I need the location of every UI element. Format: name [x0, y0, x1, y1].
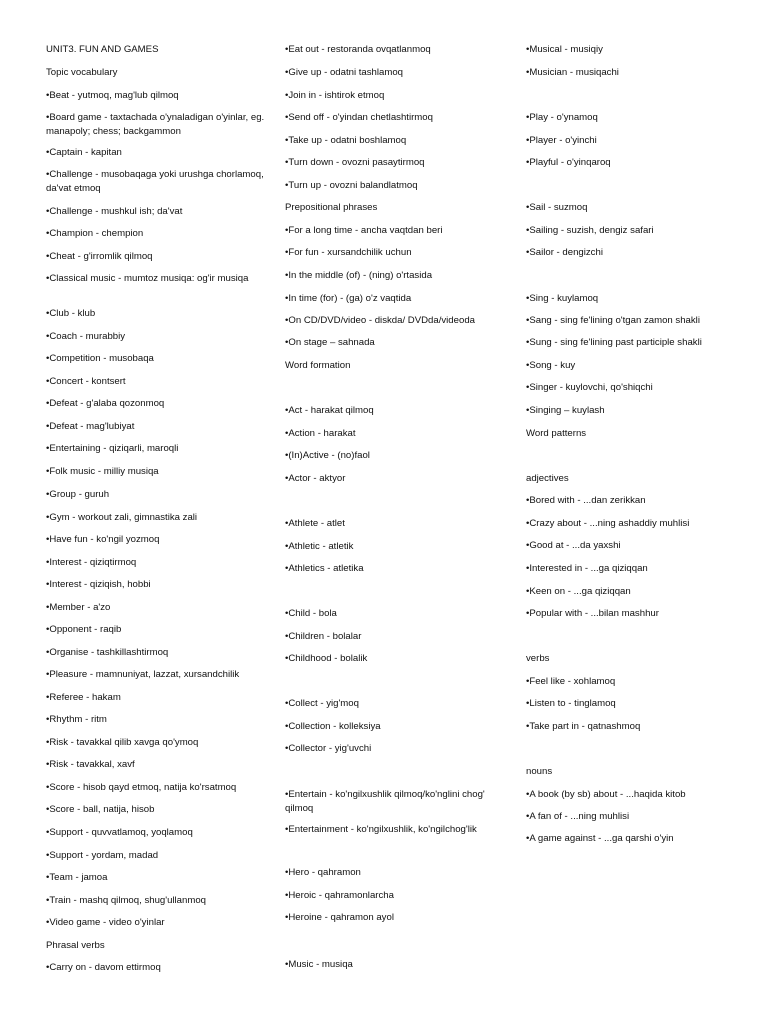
vocab-line: •Collector - yig'uvchi [285, 743, 372, 754]
vocab-line: •Team - jamoa [46, 872, 108, 883]
vocab-line: •Coach - murabbiy [46, 331, 126, 342]
vocab-line: •Keen on - ...ga qiziqqan [526, 586, 631, 597]
vocab-line: •Good at - ...da yaxshi [526, 540, 621, 551]
vocab-line: Topic vocabulary [46, 67, 118, 78]
vocab-line: •On CD/DVD/video - diskda/ DVDda/videoda [285, 315, 475, 326]
vocab-line: •Interest - qiziqtirmoq [46, 557, 137, 568]
vocab-line: •Captain - kapitan [46, 147, 122, 158]
vocab-line: •Popular with - ...bilan mashhur [526, 608, 659, 619]
vocab-line: •Interested in - ...ga qiziqqan [526, 563, 648, 574]
vocab-line: •In time (for) - (ga) o'z vaqtida [285, 293, 412, 304]
vocab-line: •Actor - aktyor [285, 473, 346, 484]
vocab-line: •Referee - hakam [46, 692, 121, 703]
vocab-line: •Athletics - atletika [285, 563, 364, 574]
vocab-line: •Classical music - mumtoz musiqa: og'ir musiqa [46, 273, 249, 284]
vocab-line: •Feel like - xohlamoq [526, 676, 616, 687]
vocab-line: •Playful - o'yinqaroq [526, 157, 611, 168]
vocab-line: •Athletic - atletik [285, 541, 354, 552]
vocab-line: •A fan of - ...ning muhlisi [526, 811, 630, 822]
vocab-line: •Interest - qiziqish, hobbi [46, 579, 151, 590]
vocab-line: •Score - hisob qayd etmoq, natija ko'rsatmoq [46, 782, 237, 793]
vocab-line: •Music - musiqa [285, 959, 353, 970]
vocab-line: •Singing – kuylash [526, 405, 605, 416]
vocab-line: •Heroine - qahramon ayol [285, 912, 394, 923]
vocab-line: •Opponent - raqib [46, 624, 122, 635]
vocab-line: •Member - a'zo [46, 602, 111, 613]
vocab-line: •Childhood - bolalik [285, 653, 368, 664]
vocab-line: •Sailor - dengizchi [526, 247, 603, 258]
vocab-line: •Train - mashq qilmoq, shug'ullanmoq [46, 895, 207, 906]
vocab-line: •For fun - xursandchilik uchun [285, 247, 412, 258]
vocab-line: •Challenge - musobaqaga yoki urushga chorlamoq, da'vat etmoq [46, 169, 264, 194]
vocab-line: •Support - yordam, madad [46, 850, 159, 861]
vocab-line: •Club - klub [46, 308, 96, 319]
vocab-line: •Crazy about - ...ning ashaddiy muhlisi [526, 518, 690, 529]
vocab-line: •Risk - tavakkal, xavf [46, 759, 135, 770]
vocab-line: •Act - harakat qilmoq [285, 405, 374, 416]
vocab-line: nouns [526, 766, 553, 777]
vocab-line: •Group - guruh [46, 489, 110, 500]
vocab-line: •Support - quvvatlamoq, yoqlamoq [46, 827, 193, 838]
vocab-line: •Beat - yutmoq, mag'lub qilmoq [46, 90, 179, 101]
vocab-line: •Player - o'yinchi [526, 135, 597, 146]
vocab-line: •For a long time - ancha vaqtdan beri [285, 225, 443, 236]
vocab-line: •Children - bolalar [285, 631, 362, 642]
vocab-line: •Score - ball, natija, hisob [46, 804, 155, 815]
vocab-line: •Take part in - qatnashmoq [526, 721, 641, 732]
vocab-line: •Risk - tavakkal qilib xavga qo'ymoq [46, 737, 199, 748]
vocab-line: •Listen to - tinglamoq [526, 698, 616, 709]
vocab-line: •Athlete - atlet [285, 518, 345, 529]
vocab-line: •Bored with - ...dan zerikkan [526, 495, 646, 506]
vocab-line: •Gym - workout zali, gimnastika zali [46, 512, 198, 523]
vocab-line: •Sailing - suzish, dengiz safari [526, 225, 654, 236]
vocab-line: •Challenge - mushkul ish; da'vat [46, 206, 183, 217]
vocab-line: •Take up - odatni boshlamoq [285, 135, 407, 146]
vocab-line: •Defeat - g'alaba qozonmoq [46, 398, 165, 409]
vocab-line: •Song - kuy [526, 360, 576, 371]
vocab-line: adjectives [526, 473, 569, 484]
vocab-line: •Send off - o'yindan chetlashtirmoq [285, 112, 433, 123]
vocab-line: •Turn up - ovozni balandlatmoq [285, 180, 418, 191]
vocab-line: Word formation [285, 360, 351, 371]
vocab-line: Phrasal verbs [46, 940, 105, 951]
vocab-line: •Video game - video o'yinlar [46, 917, 165, 928]
vocab-line: •Entertainment - ko'ngilxushlik, ko'ngilchog'lik [285, 824, 477, 835]
vocab-line: •Sing - kuylamoq [526, 293, 599, 304]
vocab-line: •Folk music - milliy musiqa [46, 466, 159, 477]
vocab-line: •Cheat - g'irromlik qilmoq [46, 251, 153, 262]
vocab-line: •Musical - musiqiy [526, 44, 603, 55]
vocab-line: •Action - harakat [285, 428, 356, 439]
vocab-line: •A game against - ...ga qarshi o'yin [526, 833, 674, 844]
vocab-line: •Defeat - mag'lubiyat [46, 421, 135, 432]
vocab-line: •Join in - ishtirok etmoq [285, 90, 385, 101]
vocab-line: •Musician - musiqachi [526, 67, 619, 78]
vocab-line: •Collection - kolleksiya [285, 721, 381, 732]
vocab-line: •Heroic - qahramonlarcha [285, 890, 394, 901]
vocab-line: •Competition - musobaqa [46, 353, 154, 364]
vocab-line: •Organise - tashkillashtirmoq [46, 647, 169, 658]
vocab-line: •Board game - taxtachada o'ynaladigan o'yinlar, eg. manapoly; chess; backgammon [46, 112, 265, 137]
vocab-line: •Sang - sing fe'lining o'tgan zamon shakli [526, 315, 700, 326]
vocab-line: •Sail - suzmoq [526, 202, 588, 213]
vocab-line: verbs [526, 653, 550, 664]
vocab-line: •Child - bola [285, 608, 337, 619]
vocab-line: •Singer - kuylovchi, qo'shiqchi [526, 382, 653, 393]
vocab-line: •Entertaining - qiziqarli, maroqli [46, 443, 179, 454]
vocab-line: •Collect - yig'moq [285, 698, 359, 709]
vocab-line: Prepositional phrases [285, 202, 378, 213]
vocab-line: •On stage – sahnada [285, 337, 375, 348]
vocab-line: •Carry on - davom ettirmoq [46, 962, 161, 973]
vocab-line: •Give up - odatni tashlamoq [285, 67, 404, 78]
vocab-line: •Rhythm - ritm [46, 714, 107, 725]
vocab-line: Word patterns [526, 428, 587, 439]
vocab-line: •Entertain - ko'ngilxushlik qilmoq/ko'nglini chog' qilmoq [285, 789, 485, 814]
vocab-line: •(In)Active - (no)faol [285, 450, 370, 461]
vocab-line: UNIT3. FUN AND GAMES [46, 44, 159, 55]
vocab-line: •Hero - qahramon [285, 867, 361, 878]
vocab-line: •Turn down - ovozni pasaytirmoq [285, 157, 425, 168]
vocab-line: •A book (by sb) about - ...haqida kitob [526, 789, 686, 800]
vocab-line: •Eat out - restoranda ovqatlanmoq [285, 44, 431, 55]
vocab-line: •Pleasure - mamnuniyat, lazzat, xursandchilik [46, 669, 240, 680]
vocab-line: •In the middle (of) - (ning) o'rtasida [285, 270, 433, 281]
vocab-line: •Play - o'ynamoq [526, 112, 598, 123]
vocab-line: •Champion - chempion [46, 228, 144, 239]
vocab-line: •Have fun - ko'ngil yozmoq [46, 534, 160, 545]
vocab-line: •Sung - sing fe'lining past participle shakli [526, 337, 702, 348]
vocab-line: •Concert - kontsert [46, 376, 126, 387]
